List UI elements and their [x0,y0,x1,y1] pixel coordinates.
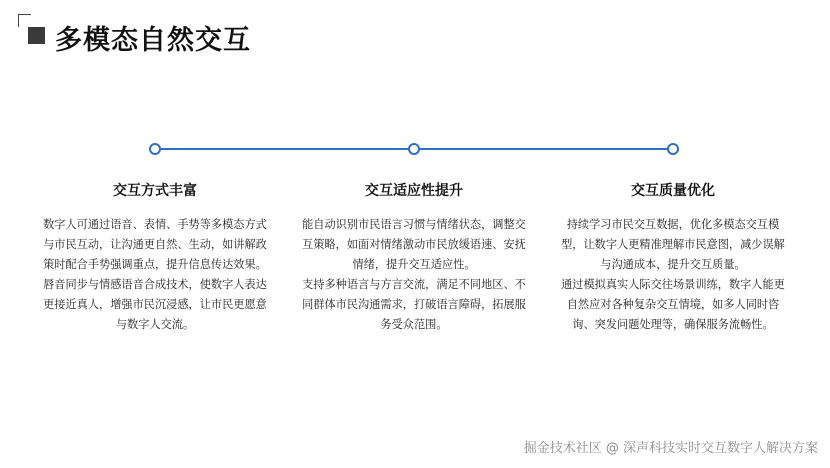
timeline-dot-2 [408,143,420,155]
section-body [299,215,529,335]
section-paragraph: 能自动识别市民语言习惯与情绪状态，调整交互策略，如面对情绪激动市民放缓语速、安抚情绪，提升交互适应性。 [302,218,526,271]
section-heading: 交互适应性提升 [365,183,463,199]
section-adaptability [299,181,529,335]
section-paragraph: 通过模拟真实人际交往场景训练，数字人能更自然应对各种复杂交互情境，如多人同时咨询、突发问题处理等，确保服务流畅性。 [561,278,785,331]
timeline-dot-1 [149,143,161,155]
section-paragraph: 持续学习市民交互数据，优化多模态交互模型，让数字人更精准理解市民意图，减少误解与沟通成本，提升交互质量。 [561,218,785,271]
title-square-icon [28,27,45,44]
section-paragraph: 唇音同步与情感语音合成技术，使数字人表达更接近真人，增强市民沉浸感，让市民更愿意与数字人交流。 [43,278,267,331]
section-paragraph: 数字人可通过语音、表情、手势等多模态方式与市民互动，让沟通更自然、生动，如讲解政策时配合手势强调重点，提升信息传达效果。 [43,218,267,271]
section-heading: 交互质量优化 [631,183,715,199]
section-quality [558,181,788,335]
timeline-line [155,148,675,150]
section-body [558,215,788,335]
watermark: 掘金技术社区 @ 深声科技实时交互数字人解决方案 [523,441,818,456]
corner-bracket-icon [18,14,31,27]
timeline-dot-3 [667,143,679,155]
section-body [40,215,270,335]
section-interaction-modes [40,181,270,335]
section-heading: 交互方式丰富 [113,183,197,199]
section-paragraph: 支持多种语言与方言交流，满足不同地区、不同群体市民沟通需求，打破语言障碍，拓展服务受众范围。 [302,278,526,331]
page-title: 多模态自然交互 [55,25,251,56]
